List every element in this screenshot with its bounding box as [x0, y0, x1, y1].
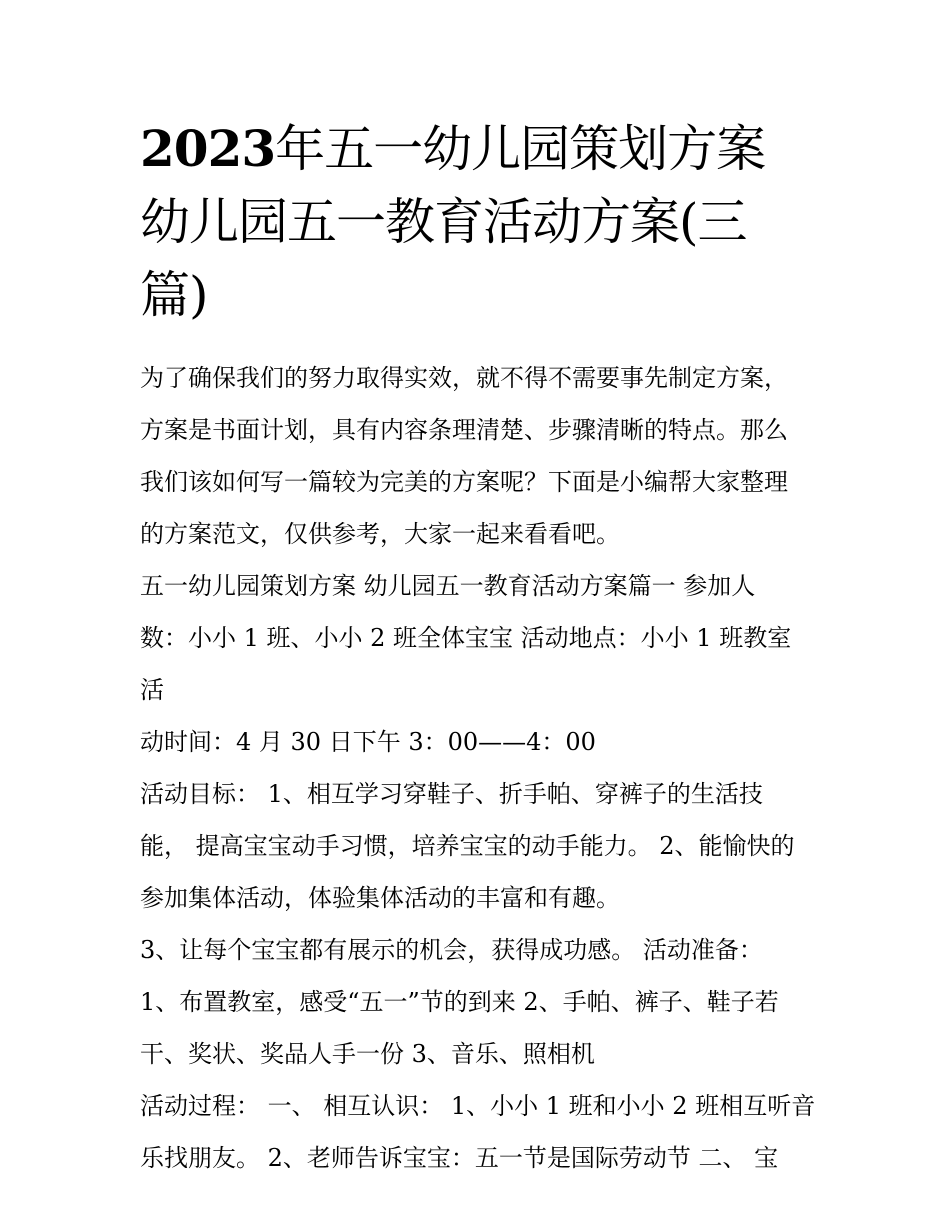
text-line: 能， 提高宝宝动手习惯，培养宝宝的动手能力。 2、能愉快的 [140, 832, 795, 860]
intro-paragraph [140, 352, 820, 560]
activity-process-paragraph [140, 1080, 820, 1184]
text-line: 3、让每个宝宝都有展示的机会，获得成功感。 活动准备： [140, 936, 763, 964]
text-line: 为了确保我们的努力取得实效，就不得不需要事先制定方案， [140, 364, 788, 392]
document-title [140, 112, 820, 332]
title-line-1-text: 年五一幼儿园策划方案 [275, 120, 766, 178]
activity-preparation-paragraph [140, 976, 820, 1080]
text-line: 活动目标： 1、相互学习穿鞋子、折手帕、穿裤子的生活技 [140, 780, 763, 808]
title-line-2: 幼儿园五一教育活动方案(三 [140, 193, 747, 251]
text-line: 的方案范文，仅供参考，大家一起来看看吧。 [140, 520, 620, 548]
text-line: 活动过程： 一、 相互认识： 1、小小 1 班和小小 2 班相互听音 [140, 1092, 816, 1120]
text-line: 1、布置教室，感受“五一”节的到来 2、手帕、裤子、鞋子若 [140, 988, 779, 1016]
activity-goals-paragraph [140, 768, 820, 924]
title-year: 2023 [140, 119, 276, 178]
activity-info-paragraph [140, 560, 820, 768]
text-line: 方案是书面计划，具有内容条理清楚、步骤清晰的特点。那么 [140, 416, 788, 444]
document-body [140, 352, 820, 1184]
activity-goal-3-paragraph [140, 924, 820, 976]
text-line: 乐找朋友。 2、老师告诉宝宝：五一节是国际劳动节 二、 宝 [140, 1144, 779, 1172]
text-line: 我们该如何写一篇较为完美的方案呢？下面是小编帮大家整理 [140, 468, 788, 496]
text-line: 参加集体活动，体验集体活动的丰富和有趣。 [140, 884, 620, 912]
text-line: 动时间：4 月 30 日下午 3：00——4：00 [140, 728, 596, 756]
title-line-1 [140, 112, 820, 186]
title-line-3: 篇) [140, 266, 208, 324]
text-line: 五一幼儿园策划方案 幼儿园五一教育活动方案篇一 参加人 [140, 572, 756, 600]
text-line: 数：小小 1 班、小小 2 班全体宝宝 活动地点：小小 1 班教室 活 [140, 624, 792, 704]
text-line: 干、奖状、奖品人手一份 3、音乐、照相机 [140, 1040, 595, 1068]
